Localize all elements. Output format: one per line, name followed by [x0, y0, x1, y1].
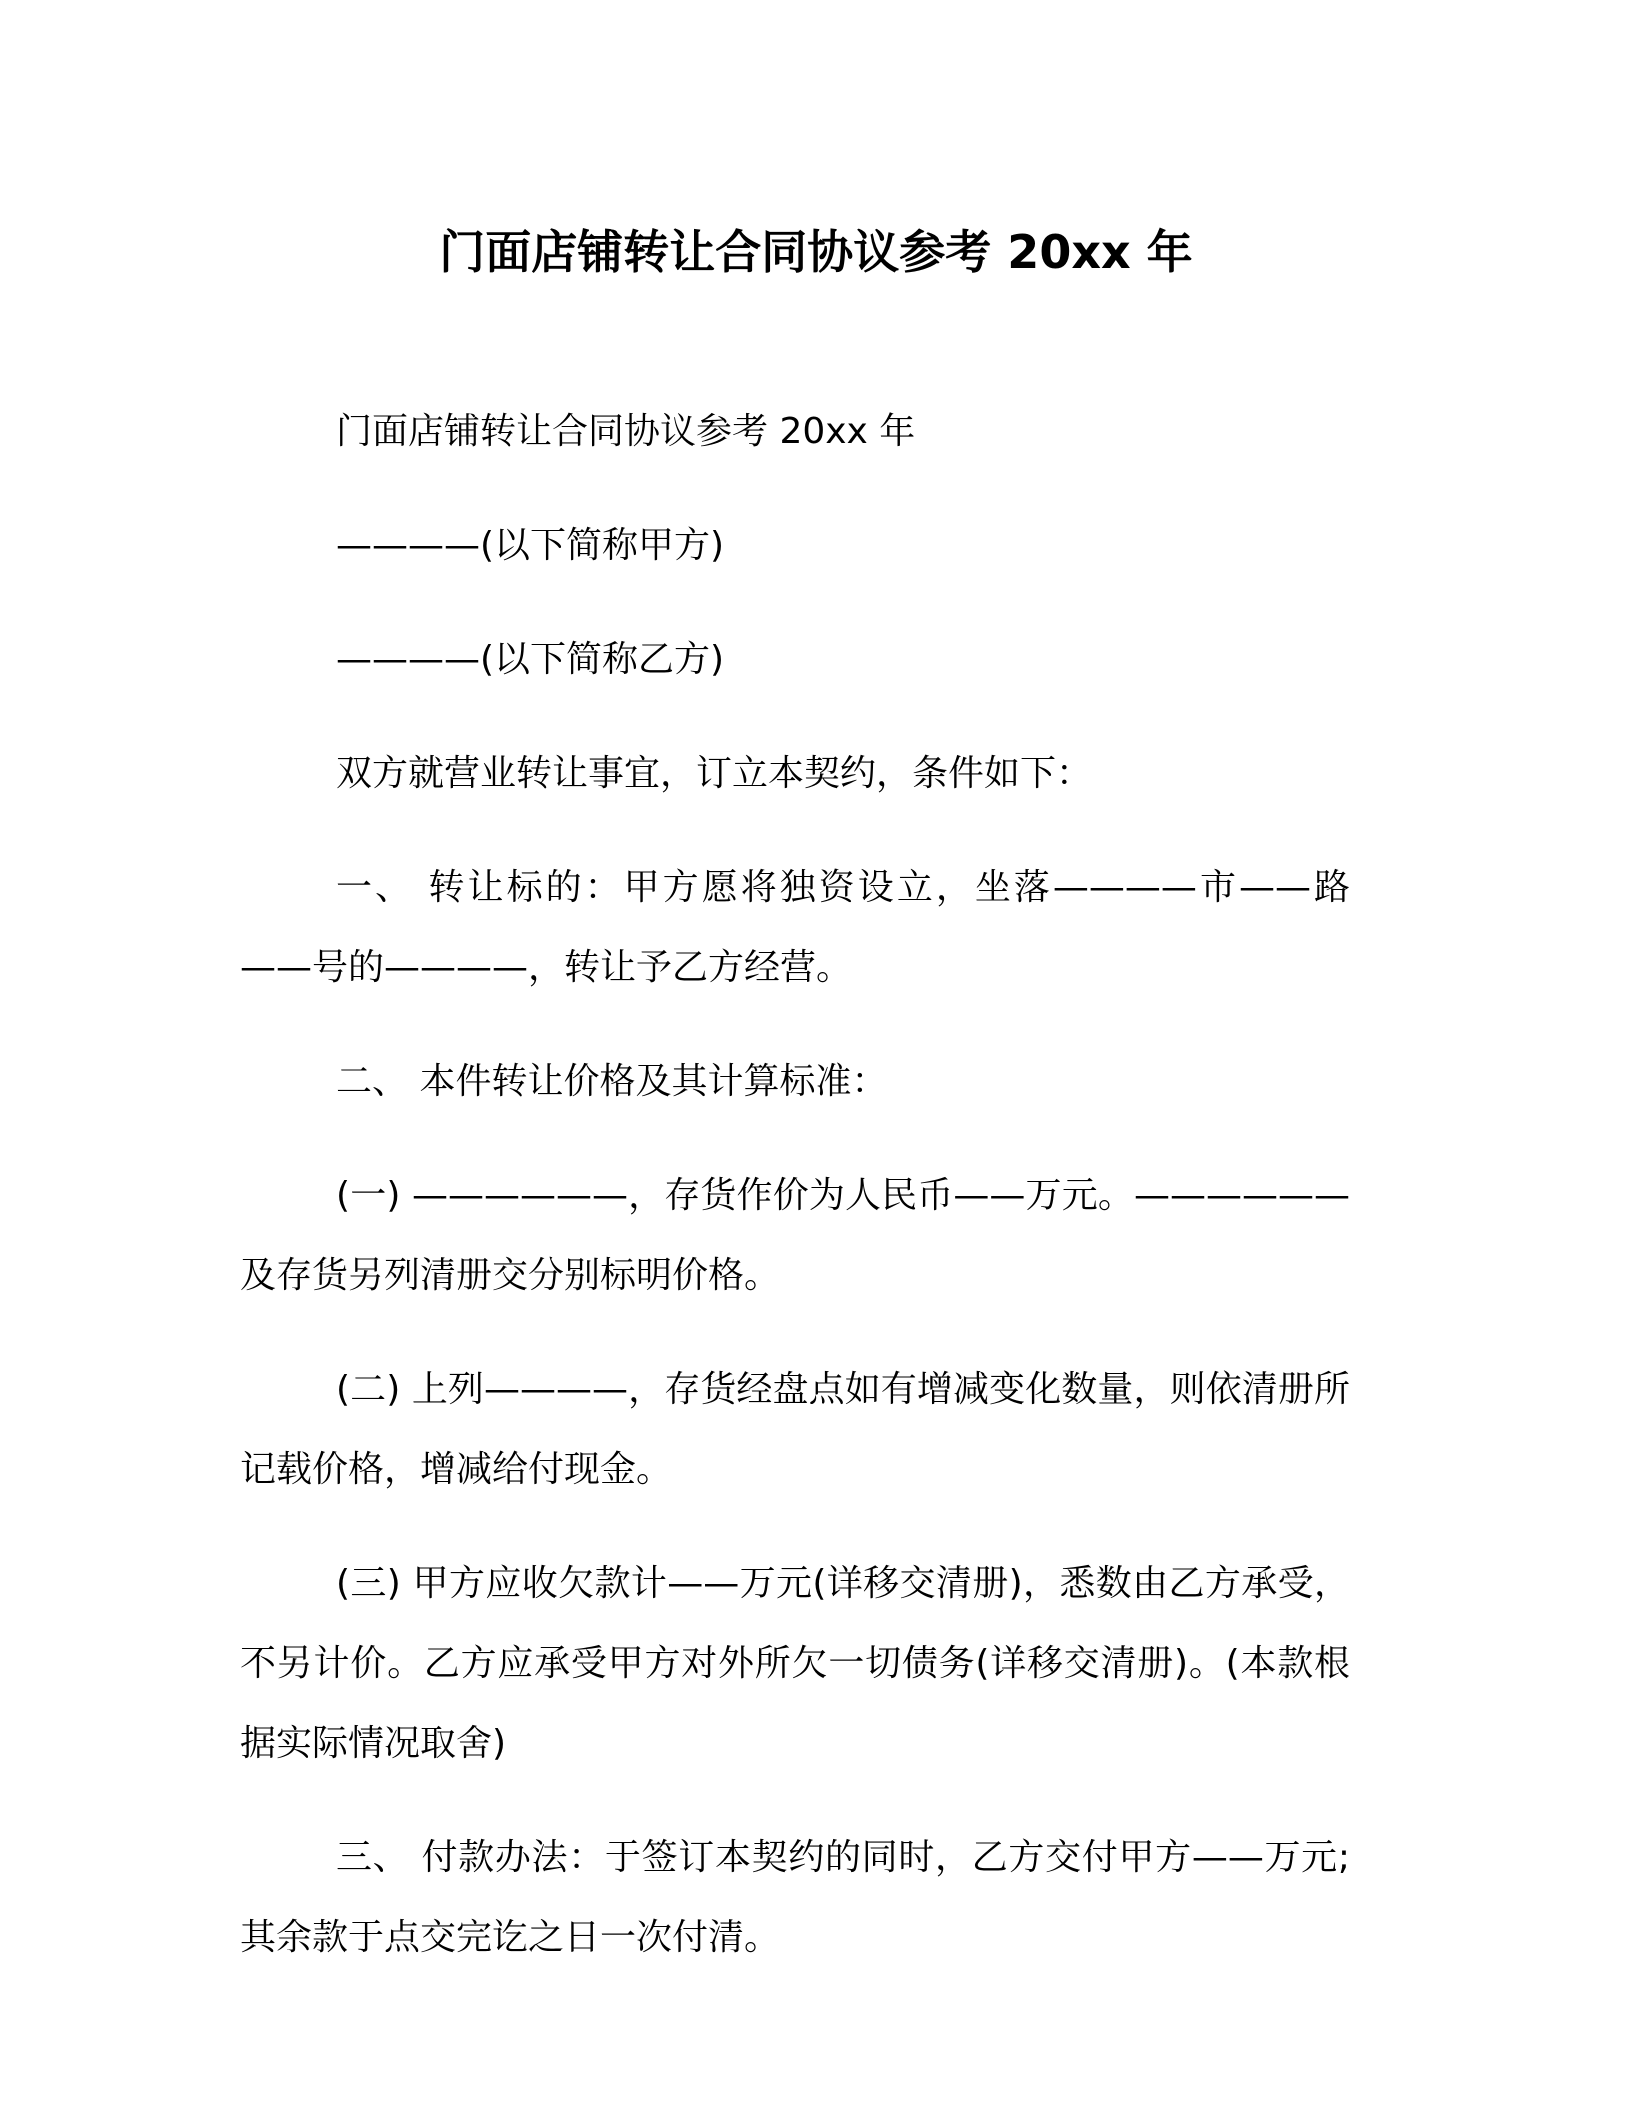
paragraph-clause-2-3: (三) 甲方应收欠款计——万元(详移交清册)，悉数由乙方承受，不另计价。乙方应承受甲方对外所欠一切债务(详移交清册)。(本款根据实际情况取舍)	[240, 1563, 1350, 1764]
paragraph-clause-2: 二、 本件转让价格及其计算标准：	[336, 1061, 888, 1102]
document-title: 门面店铺转让合同协议参考 20xx 年	[439, 225, 1193, 279]
paragraph-heading-repeat: 门面店铺转让合同协议参考 20xx 年	[336, 411, 916, 452]
paragraph-clause-1: 一、 转让标的：甲方愿将独资设立，坐落————市——路——号的————，转让予乙方经营。	[240, 867, 1350, 988]
paragraph-clause-3: 三、 付款办法：于签订本契约的同时，乙方交付甲方——万元;其余款于点交完讫之日一次付清。	[240, 1837, 1350, 1958]
paragraph-clause-2-2: (二) 上列————，存货经盘点如有增减变化数量，则依清册所记载价格，增减给付现金。	[240, 1369, 1350, 1490]
paragraph-party-a: ————(以下简称甲方)	[336, 525, 725, 566]
document-body	[240, 392, 1350, 2012]
paragraph-clause-2-1: (一) ——————，存货作价为人民币——万元。——————及存货另列清册交分别标明价格。	[240, 1175, 1350, 1296]
paragraph-party-b: ————(以下简称乙方)	[336, 639, 725, 680]
paragraph-intro: 双方就营业转让事宜，订立本契约，条件如下：	[336, 753, 1093, 794]
